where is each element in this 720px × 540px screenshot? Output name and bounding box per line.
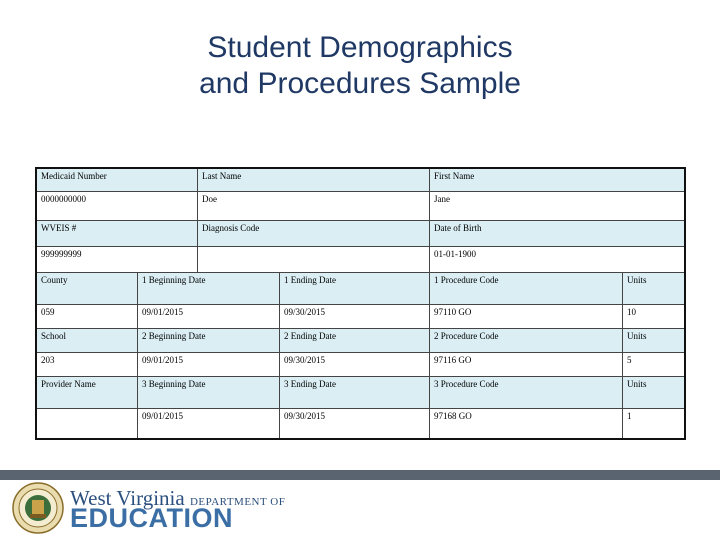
diagnosis-code-label: Diagnosis Code <box>198 221 430 247</box>
ending-date-1-value: 09/30/2015 <box>280 305 430 329</box>
first-name-value: Jane <box>430 192 684 221</box>
date-of-birth-label: Date of Birth <box>430 221 684 247</box>
demographics-table <box>35 167 686 440</box>
provider-name-label: Provider Name <box>37 377 138 409</box>
units-2-value: 5 <box>623 353 684 377</box>
first-name-label: First Name <box>430 169 684 192</box>
beginning-date-3-value: 09/01/2015 <box>138 409 280 438</box>
ending-date-3-value: 09/30/2015 <box>280 409 430 438</box>
state-seal-icon <box>12 482 64 534</box>
beginning-date-2-label: 2 Beginning Date <box>138 329 280 353</box>
beginning-date-2-value: 09/01/2015 <box>138 353 280 377</box>
page-title <box>0 30 720 102</box>
county-label: County <box>37 273 138 305</box>
beginning-date-3-label: 3 Beginning Date <box>138 377 280 409</box>
date-of-birth-value: 01-01-1900 <box>430 247 684 273</box>
ending-date-2-label: 2 Ending Date <box>280 329 430 353</box>
school-value: 203 <box>37 353 138 377</box>
units-2-label: Units <box>623 329 684 353</box>
brand-state: West Virginia <box>70 486 185 510</box>
units-1-label: Units <box>623 273 684 305</box>
procedure-code-3-label: 3 Procedure Code <box>430 377 623 409</box>
brand-department: DEPARTMENT OF <box>189 496 286 508</box>
provider-name-value <box>37 409 138 438</box>
units-3-value: 1 <box>623 409 684 438</box>
wveis-label: WVEIS # <box>37 221 198 247</box>
procedure-code-1-label: 1 Procedure Code <box>430 273 623 305</box>
county-value: 059 <box>37 305 138 329</box>
medicaid-number-label: Medicaid Number <box>37 169 198 192</box>
diagnosis-code-value <box>198 247 430 273</box>
title-line-1: Student Demographics <box>207 31 513 64</box>
units-1-value: 10 <box>623 305 684 329</box>
ending-date-1-label: 1 Ending Date <box>280 273 430 305</box>
last-name-label: Last Name <box>198 169 430 192</box>
school-label: School <box>37 329 138 353</box>
procedure-code-2-value: 97116 GO <box>430 353 623 377</box>
beginning-date-1-label: 1 Beginning Date <box>138 273 280 305</box>
medicaid-number-value: 0000000000 <box>37 192 198 221</box>
procedure-code-1-value: 97110 GO <box>430 305 623 329</box>
footer-band <box>0 470 720 480</box>
beginning-date-1-value: 09/01/2015 <box>138 305 280 329</box>
title-line-2: and Procedures Sample <box>199 67 521 100</box>
ending-date-3-label: 3 Ending Date <box>280 377 430 409</box>
units-3-label: Units <box>623 377 684 409</box>
last-name-value: Doe <box>198 192 430 221</box>
brand-education: EDUCATION <box>70 503 233 533</box>
ending-date-2-value: 09/30/2015 <box>280 353 430 377</box>
wveis-value: 999999999 <box>37 247 198 273</box>
procedure-code-2-label: 2 Procedure Code <box>430 329 623 353</box>
procedure-code-3-value: 97168 GO <box>430 409 623 438</box>
